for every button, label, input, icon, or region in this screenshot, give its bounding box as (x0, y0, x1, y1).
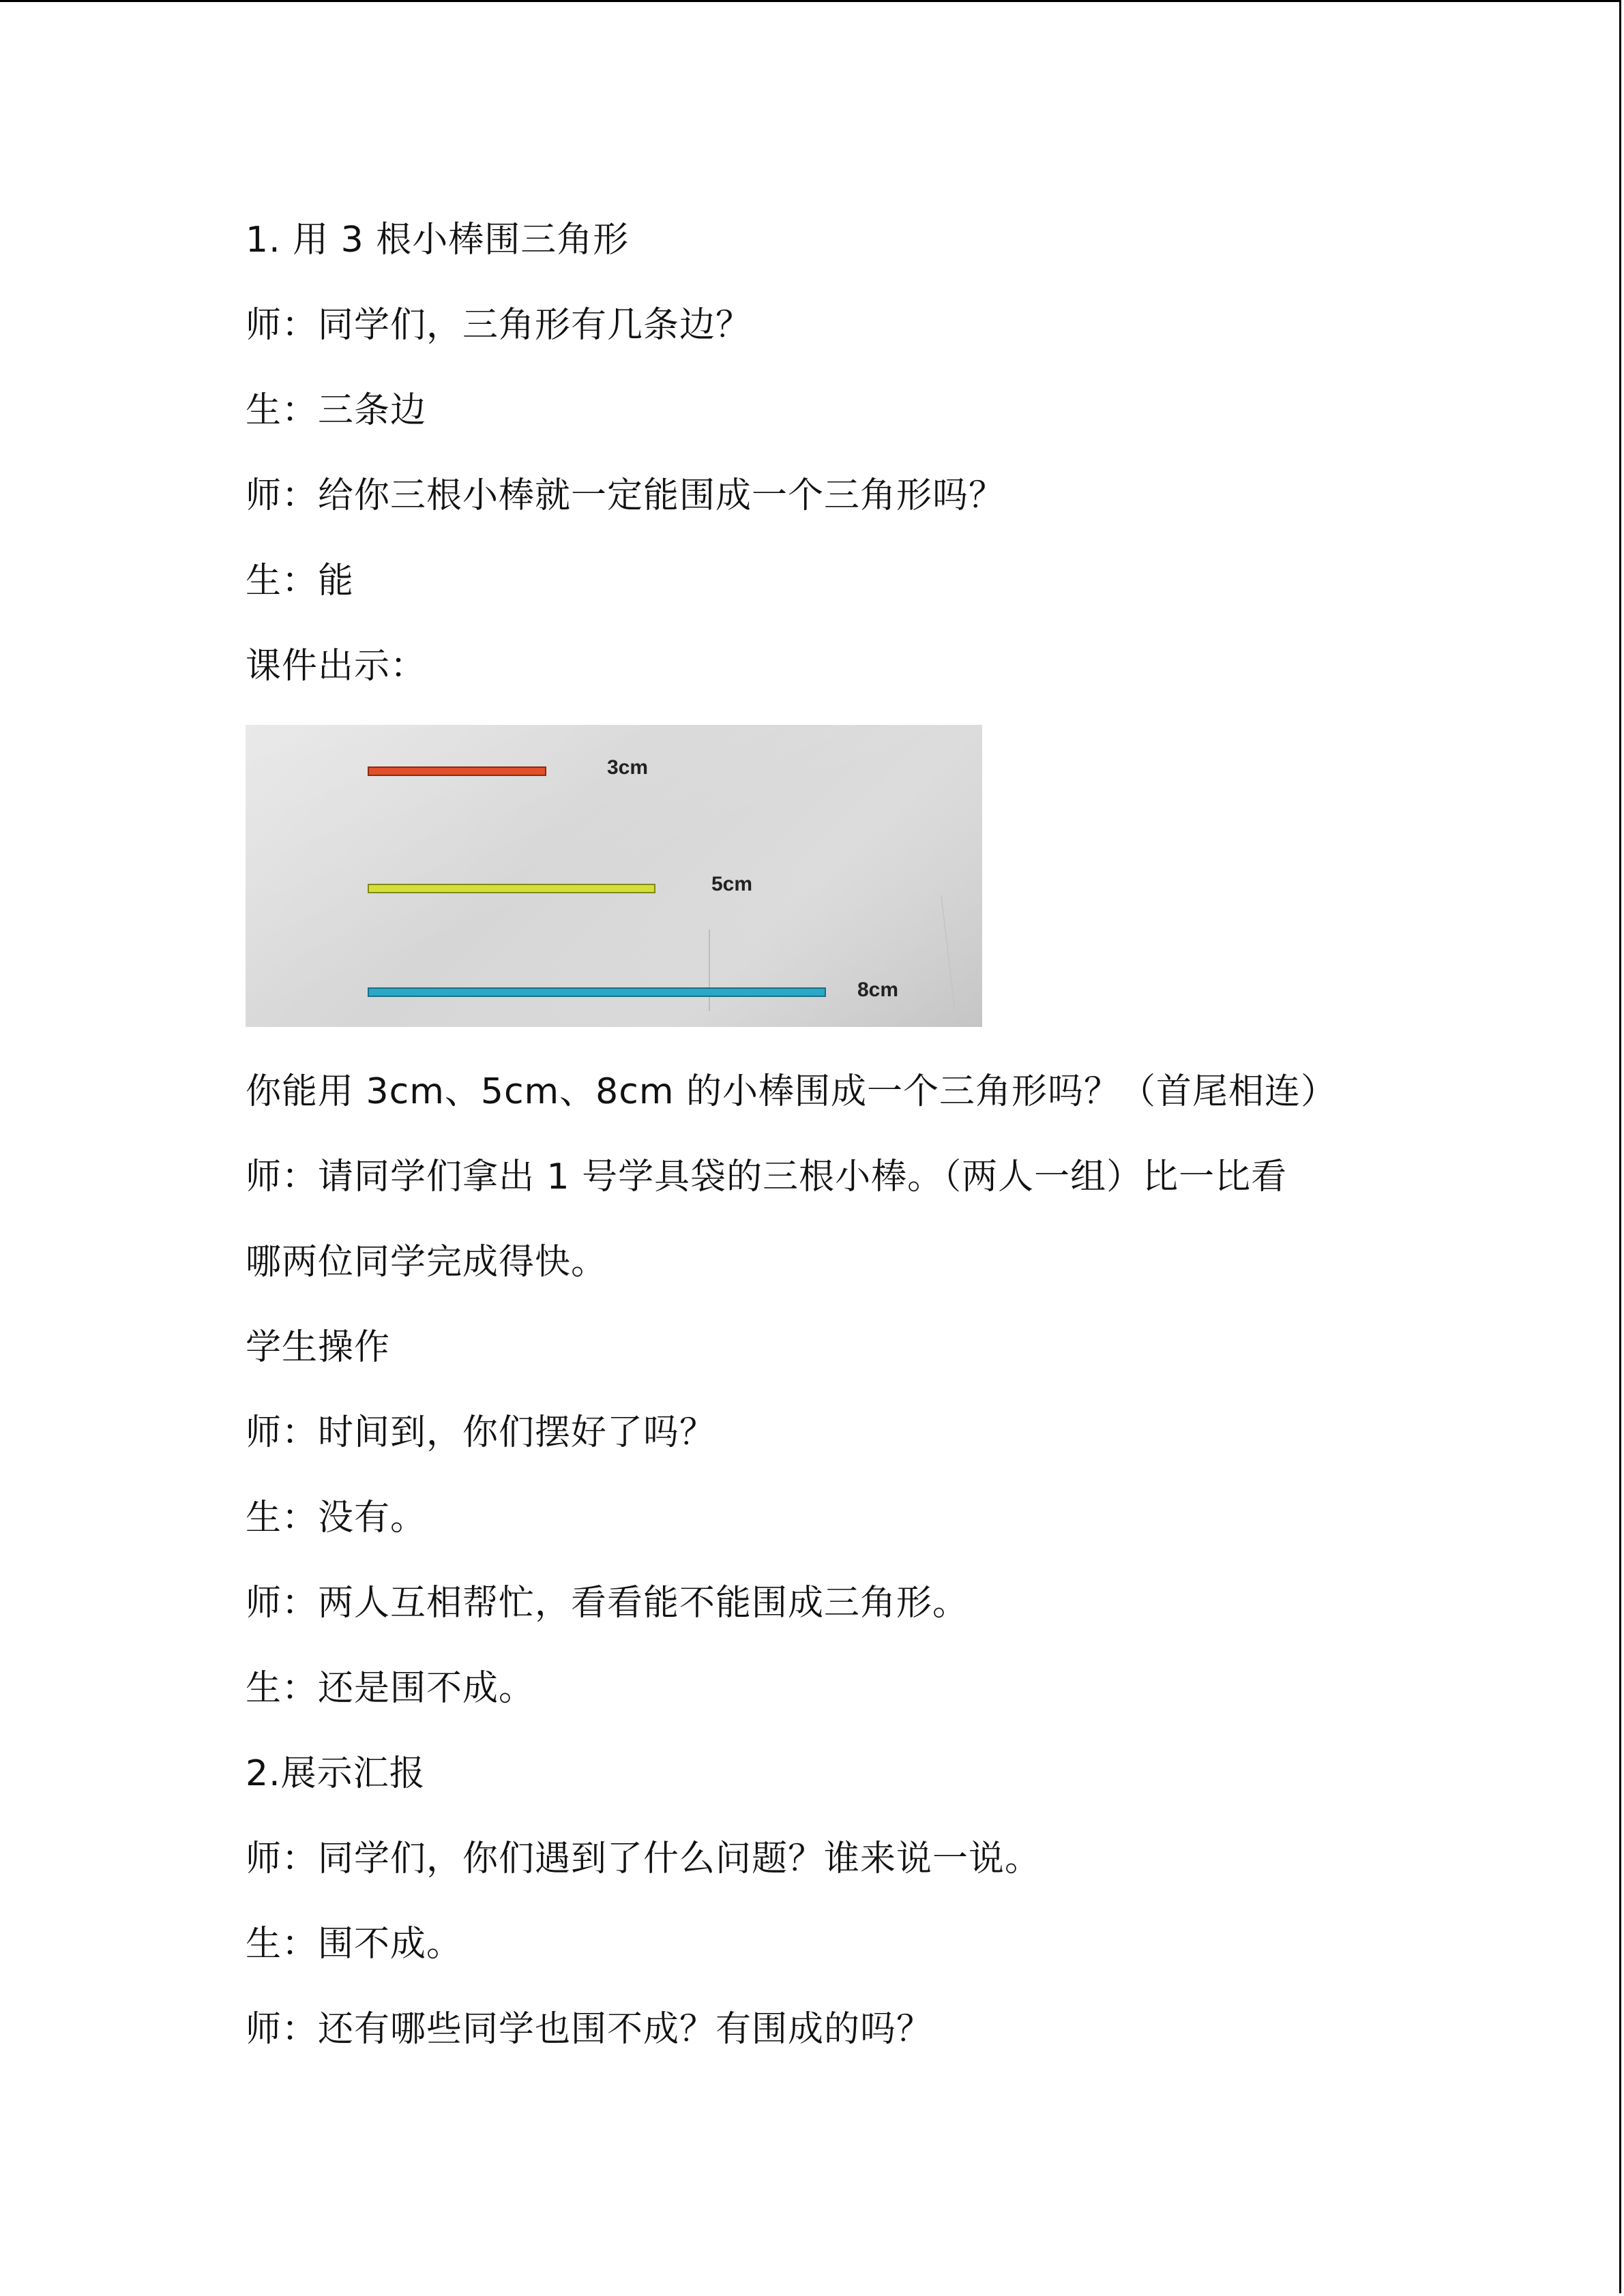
dialogue-line: 学生操作 (246, 1327, 391, 1368)
stick-3cm (368, 767, 546, 775)
courseware-figure (246, 725, 982, 1027)
dialogue-line: 生：还是围不成。 (246, 1668, 535, 1709)
dialogue-line: 生：没有。 (246, 1497, 427, 1538)
dialogue-line: 课件出示： (246, 646, 427, 687)
section-heading-1: 1. 用 3 根小棒围三角形 (246, 220, 630, 260)
dialogue-line: 师：同学们，三角形有几条边？ (246, 305, 752, 346)
dialogue-line: 师：同学们，你们遇到了什么问题？谁来说一说。 (246, 1838, 1042, 1879)
dialogue-line: 生：围不成。 (246, 1924, 463, 1965)
dialogue-line: 师：还有哪些同学也围不成？有围成的吗？ (246, 2009, 933, 2050)
dialogue-line: 生：三条边 (246, 390, 427, 431)
sticks-figure (246, 725, 982, 1027)
dialogue-line: 哪两位同学完成得快。 (246, 1242, 608, 1283)
stick-8cm (368, 988, 825, 996)
dialogue-line: 生：能 (246, 561, 355, 601)
stick-label-3cm: 3cm (607, 756, 649, 779)
dialogue-line: 师：两人互相帮忙，看看能不能围成三角形。 (246, 1583, 969, 1624)
dialogue-line: 师：时间到，你们摆好了吗？ (246, 1412, 716, 1453)
question-line: 你能用 3cm、5cm、8cm 的小棒围成一个三角形吗？（首尾相连） (246, 1071, 1338, 1112)
stick-label-8cm: 8cm (857, 979, 899, 1001)
stick-5cm (368, 884, 655, 893)
stick-label-5cm: 5cm (711, 873, 753, 895)
dialogue-line: 师：请同学们拿出 1 号学具袋的三根小棒。（两人一组）比一比看 (246, 1157, 1288, 1197)
section-heading-2: 2.展示汇报 (246, 1753, 426, 1794)
dialogue-line: 师：给你三根小棒就一定能围成一个三角形吗？ (246, 475, 1005, 516)
